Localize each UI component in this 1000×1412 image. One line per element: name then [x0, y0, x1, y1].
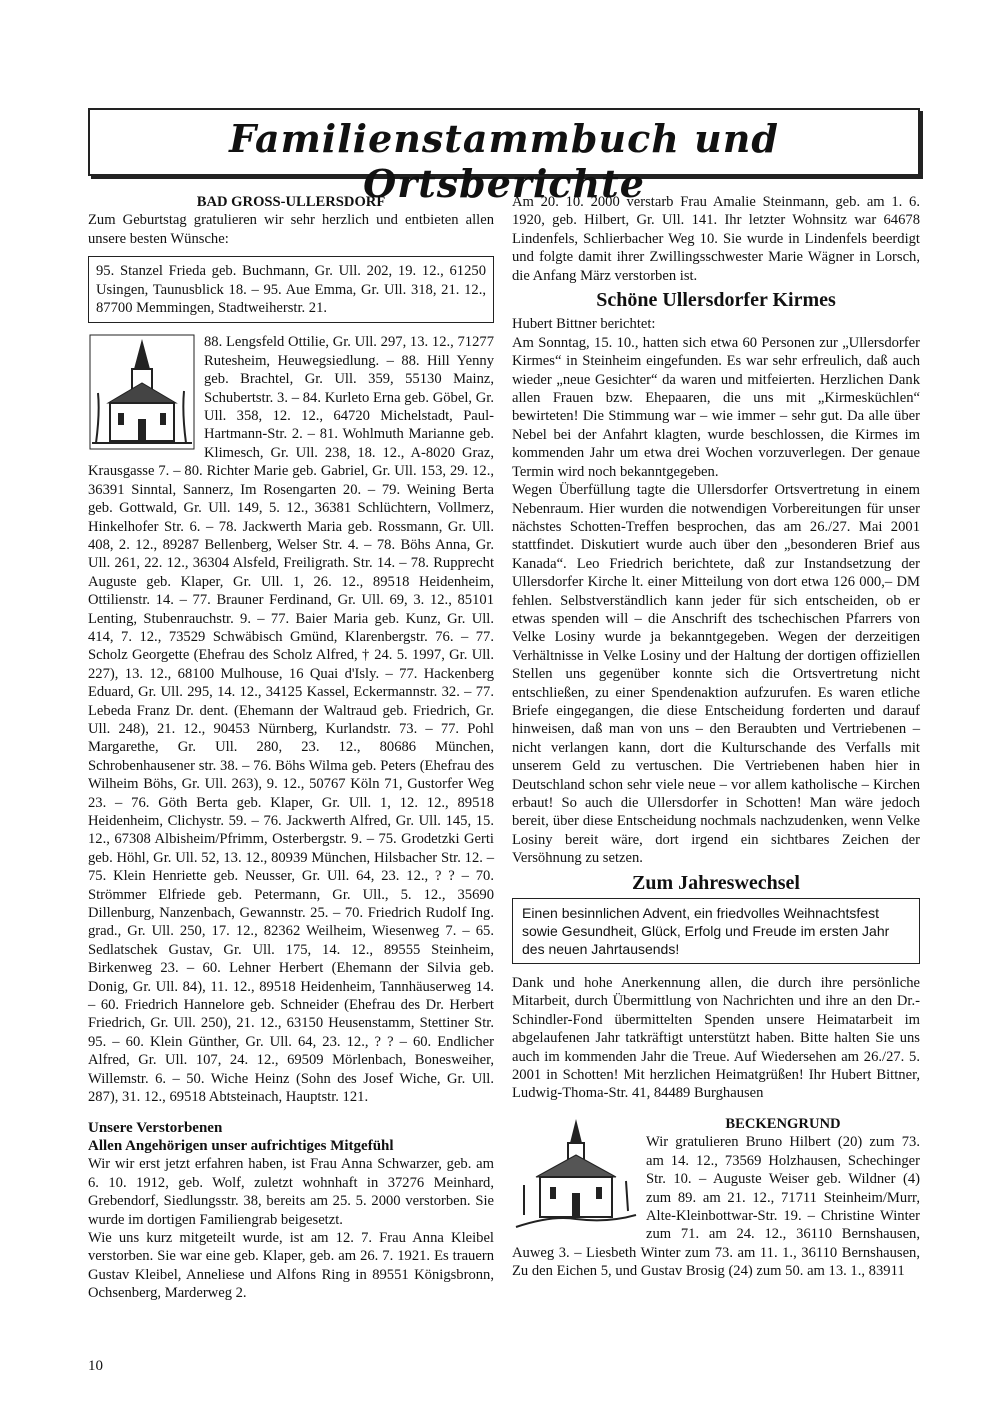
chapel-illustration — [512, 1115, 640, 1233]
birthday-list-text: 88. Lengsfeld Ottilie, Gr. Ull. 297, 13. 12., 71277 Rutesheim, Heuwegsiedlung. – 88. Hill Yenny geb. Brachtel, Gr. Ull. 359, 55130 Mainz, Schubertstr. 3. – 84. Kurleto Erna geb. Göbel, Gr. Ull. 358, 12. 12., 64720 Michelstadt, Paul-Hartmann-Str. 2. – 81. Wohlmuth Marianne geb. Klimesch, Gr. Ull. 238, 18. 12., A-8020 Graz, Krausgasse 7. – 80. Richter Marie geb. Gabriel, Gr. Ull. 153, 29. 12., 36391 Sinntal, Sannerz, Im Rosengarten 20. – 79. Weining Berta geb. Gottwald, Gr. Ull. 149, 5. 12., 36381 Schlüchtern, Vollmerz, Hinkelhofer Str. 6. – 78. Jackwerth Maria geb. Rossmann, Gr. Ull. 408, 2. 12., 89287 Bellenberg, Welser Str. 4. – 78. Böhs Anna, Gr. Ull. 261, 22. 12., 36304 Alsfeld, Freiligrath. Str. 14. – 78. Rupprecht Auguste geb. Klaper, Gr. Ull. 1, 26. 12., 89518 Heidenheim, Ottilienstr. 14. – 77. Brauner Ferdinand, Gr. Ull. 69, 3. 12., 85101 Lenting, Stubenrauchstr. 9. – 77. Baier Maria geb. Kunz, Gr. Ull. 414, 7. 12., 73529 Schwäbisch Gmünd, Klarenbergstr. 76. – 77. Scholz Georgette (Ehefrau des Scholz Alfred, † 24. 5. 1997, Gr. Ull. 227), 13. 12., 68100 Mulhouse, 16 Quai d'Isly. – 77. Hackenberg Eduard, Gr. Ull. 295, 14. 12., 34125 Kassel, Eckermannstr. 32. – 77. Lebeda Franz Dr. dent. (Ehemann der Waltraud geb. Friedrich, Gr. Ull. 248), 21. 12., 90453 Nürnberg, Kurlandstr. 73. – 77. Pohl Margarethe, Gr. Ull. 280, 23. 12., 80686 München, Schrobenhausener str. 38. – 76. Böhs Wilma geb. Peters (Ehefrau des Wilheim Böhs, Gr. Ull. 263), 9. 12., 50767 Köln 71, Gustorfer Weg 23. – 76. Göth Berta geb. Klaper, Gr. Ull. 1, 12. 12., 89518 Heidenheim, Clichystr. 59. – 76. Jackwerth Alfred, Gr. Ull. 145, 15. 12., 67308 Albisheim/Pfrimm, Osterbergstr. 9. – 75. Grodetzki Gerti geb. Höhl, Gr. Ull. 52, 13. 12., 80939 München, Hilsbacher Str. 12. – 75. Klein Henriette geb. Neusser, Gr. Ull. 64, 23. 12., ? ? – 70. Strömmer Elfriede geb. Petermann, Gr. Ull., 5. 12., 35690 Dillenburg, Nanzenbach, Gewannstr. 25. – 70. Friedrich Rudolf Ing. grad., Gr. Ull. 250, 17. 12., 82362 Weilheim, Wiesenweg 7. – 65. Sedlatschek Gustav, Gr. Ull. 175, 14. 12., 89555 Steinheim, Birkenweg 23. – 60. Lehner Herbert (Ehemann der Silvia geb. Donig, Gr. Ull. 84), 11. 12., 89518 Heidenheim, Tannhäuserweg 14. – 60. Friedrich Hannelore geb. Schneider (Ehefrau des Dr. Herbert Friedrich, Gr. Ull. 250), 21. 12., 63150 Heusenstamm, Stettiner Str. 95. – 60. Klein Günther, Gr. Ull. 64, 23. 12., ? ? – 60. Endlicher Alfred, Gr. Ull. 107, 24. 12., 69509 Mörlenbach, Bonesweiher, Willemstr. 6. – 50. Wiche Heinz (Sohn des Josef Wiche, Gr. Ull. 287), 31. 12., 69518 Abtsteinach, Hauptstr. 121. — [88, 334, 494, 1106]
boxed-birthdays — [88, 256, 494, 323]
beckengrund-section — [512, 1115, 920, 1281]
birthday-intro: Zum Geburtstag gratulieren wir sehr herzlich und entbieten allen unsere besten Wünsche: — [88, 212, 494, 247]
church-illustration — [88, 333, 196, 451]
jahreswechsel-title: Zum Jahreswechsel — [632, 871, 800, 894]
deceased-paragraph-1: Wir wir erst jetzt erfahren haben, ist Frau Anna Schwarzer, geb. am 6. 10. 1912, geb. Wolf, zuletzt wohnhaft in 37276 Meinhard, Grebendorf, Siedlungsstr. 38, bereits am 25. 5. 2000 verstorben. Sie wurde im dortigen Familiengrab beigesetzt. — [88, 1156, 494, 1228]
page-number: 10 — [88, 1358, 103, 1374]
greeting-box — [512, 898, 920, 964]
page-title: Familienstammbuch und Ortsberichte — [229, 116, 779, 206]
deceased-subtitle: Allen Angehörigen unser aufrichtiges Mitgefühl — [88, 1137, 394, 1154]
right-column — [512, 193, 920, 1281]
jahreswechsel-paragraph: Dank und hohe Anerkennung allen, die durch ihre persönliche Mitarbeit, durch Übermittlung von Nachrichten und ihre an den Dr.-Schindler-Fond übermittelten Spenden unsere Heimatarbeit im abgelaufenen Jahr tatkräftigt unterstützt haben. Bitte halten Sie uns auch im kommenden Jahr die Treue. Auf Wiedersehen am 26./27. 5. 2001 in Schotten! Mit herzlichen Heimatgrüßen! Ihr Hubert Bittner, Ludwig-Thoma-Str. 41, 84489 Burghausen — [512, 975, 920, 1102]
boxed-birthdays-text: 95. Stanzel Frieda geb. Buchmann, Gr. Ull. 202, 19. 12., 61250 Usingen, Taunusblick 18. – 95. Aue Emma, Gr. Ull. 318, 21. 12., 87700 Memmingen, Stadtweiherstr. 21. — [96, 263, 486, 317]
deceased-paragraph-2: Wie uns kurz mitgeteilt wurde, ist am 12. 7. Frau Anna Kleibel verstorben. Sie war eine geb. Klaper, geb. am 26. 7. 1921. Es trauern Gustav Kleibel, Anneliese und Alfons Ring in 89551 Königsbronn, Ochsenberg, Marderweg 2. — [88, 1229, 494, 1302]
section-title-bad-gross-ullersdorf: BAD GROSS-ULLERSDORF — [196, 194, 386, 210]
kirmes-paragraph-2: Wegen Überfüllung tagte die Ullersdorfer Ortsvertretung in einem Nebenraum. Hier wurden die notwendigen Vorbereitungen für unser nächstes Schotten-Treffen besprochen, das am 26./27. Mai 2001 stattfindet. Diskutiert wurde auch über den „besonderen Brief aus Kanada“. Leo Friedrich berichtete, daß zur Instandsetzung der Ullersdorfer Kirche lt. einer Mitteilung von dort etwa 126 000,– DM fehlen. Selbstverständlich kann jeder für sich entscheiden, ob er etwas spenden will – die Anschrift des tschechischen Pfarrers von Velke Losiny wurde ja bekanntgegeben. Wegen der derzeitigen Verhältnisse in Velke Losiny und der Haltung der dortigen offiziellen Stellen uns gegenüber konnte sich die Ortsvertretung nicht entschließen, zu einer Spendenaktion aufzurufen. Es waren etliche Briefe eingegangen, die diese Entscheidung forderten und darauf hinweisen, daß man von uns – den Beraubten und Vertriebenen – nicht verlangen kann, dort die Kulturschande des Verfalls mit unserem Geld zu vertuschen. Die Vertriebenen haben hier in Deutschland schon sehr viele neue – vor allem katholische – Kirchen erbaut! So auch die Ullersdorfer in Schotten! Man wäre jedoch bereit, über diese Entscheidung nochmals nachzudenken, wenn Velke Losiny bereit wäre, dort irgend ein sichtbares Zeichen der Versöhnung zu setzen. — [512, 482, 920, 867]
birthday-list — [88, 333, 494, 1106]
kirmes-paragraph-1: Am Sonntag, 15. 10., hatten sich etwa 60 Personen zur „Ullersdorfer Kirmes“ in Steinheim eingefunden. Es war sehr erfreulich, daß auch wieder „neue Gesichter“ da waren und mitfeierten. Herzlichen Dank allen Frauen bzw. Ehepaaren, die uns mit „Kirmesküchlen“ bewirteten! Die Stimmung war – wie immer – sehr gut. Da alle über Nebel bei der Anfahrt klagten, wurde beschlossen, die Kirmes im kommenden Jahr um etwa drei Wochen vorzuverlegen. Der genaue Termin wird noch bekanntgegeben. — [512, 334, 920, 480]
kirmes-byline: Hubert Bittner berichtet: — [512, 316, 656, 333]
beckengrund-title: BECKENGRUND — [725, 1115, 841, 1132]
kirmes-title: Schöne Ullersdorfer Kirmes — [596, 289, 836, 312]
beckengrund-text: Wir gratulieren Bruno Hilbert (20) zum 73. am 14. 12., 73569 Holzhausen, Schechinger Str. 10. – Auguste Weiser geb. Wildner (4) zum 89. am 21. 12., 71711 Steinheim/Murr, Alte-Kleinbottwar-Str. 19. – Christine Winter zum 71. am 24. 12., 36110 Bernshausen, Auweg 3. – Liesbeth Winter zum 73. am 11. 1., 36110 Bernshausen, Zu den Eichen 5, und Gustav Brosig (24) zum 50. am 13. 1., 83911 — [512, 1134, 920, 1280]
left-column — [88, 193, 494, 1303]
steinmann-paragraph: Am 20. 10. 2000 verstarb Frau Amalie Steinmann, geb. am 1. 6. 1920, geb. Hilbert, Gr. Ull. 141. Ihr letzter Wohnsitz war 64678 Lindenfels, Schlierbacher Weg 10. Sie wurde in Lindenfels beerdigt und folgte damit ihrer Zwillingsschwester Marie Wägner in Lorsch, die Anfang März verstorben ist. — [512, 194, 920, 284]
greeting-box-text: Einen besinnlichen Advent, ein friedvolles Weihnachtsfest sowie Gesundheit, Glück, Erfolg und Freude im ersten Jahr des neuen Jahrtausends! — [522, 905, 890, 958]
deceased-title: Unsere Verstorbenen — [88, 1119, 223, 1136]
